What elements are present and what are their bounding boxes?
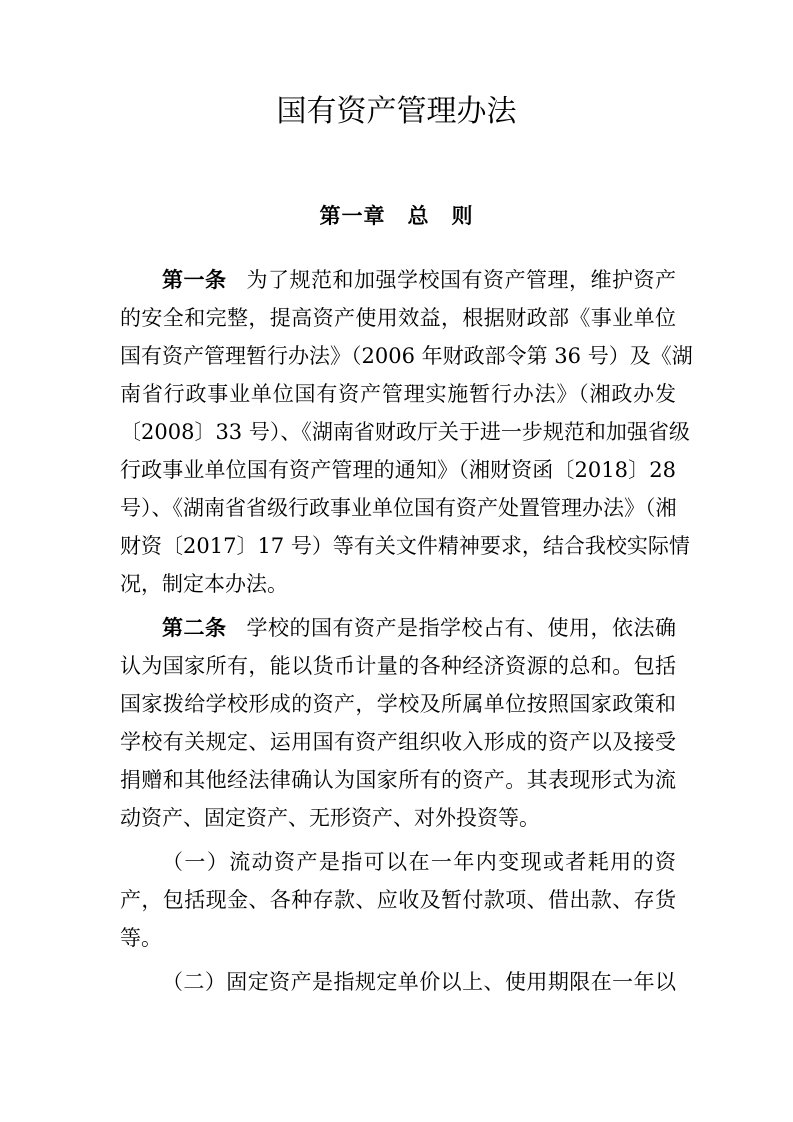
article-1-line-1: [162, 262, 676, 298]
article-1-line-8: 财资〔2017〕17 号）等有关文件精神要求，结合我校实际情: [120, 534, 690, 558]
item-1-line-1: （一）流动资产是指可以在一年内变现或者耗用的资: [162, 850, 676, 874]
article-1-text: 为了规范和加强学校国有资产管理，维护资产: [246, 268, 676, 292]
article-2-line-6: 动资产、固定资产、无形资产、对外投资等。: [120, 806, 540, 830]
item-2-line-1: （二）固定资产是指规定单价以上、使用期限在一年以: [162, 970, 676, 994]
document-title: 国有资产管理办法: [276, 94, 517, 129]
article-2-line-5: 捐赠和其他经法律确认为国家所有的资产。其表现形式为流: [120, 768, 676, 792]
article-2-head: 第二条: [162, 616, 227, 640]
article-1-line-7: 号）、《湖南省省级行政事业单位国有资产处置管理办法》（湘: [120, 496, 677, 520]
article-2-line-2: 认为国家所有，能以货币计量的各种经济资源的总和。包括: [120, 654, 676, 678]
chapter-title: 第一章 总 则: [319, 204, 474, 228]
article-2-line-4: 学校有关规定、运用国有资产组织收入形成的资产以及接受: [120, 730, 676, 754]
article-1-head: 第一条: [162, 268, 227, 292]
article-2-line-1: [162, 610, 676, 646]
item-1-line-3: 等。: [120, 926, 162, 950]
article-1-line-9: 况，制定本办法。: [120, 572, 288, 596]
article-1-line-5: 〔2008〕33 号）、《湖南省财政厅关于进一步规范和加强省级: [120, 420, 690, 444]
article-1-line-2: 的安全和完整，提高资产使用效益，根据财政部《事业单位: [120, 306, 676, 330]
article-1-line-3: 国有资产管理暂行办法》（2006 年财政部令第 36 号）及《湖: [120, 344, 693, 368]
article-1-line-6: 行政事业单位国有资产管理的通知》（湘财资函〔2018〕28: [120, 458, 676, 482]
article-2-line-3: 国家拨给学校形成的资产，学校及所属单位按照国家政策和: [120, 692, 676, 716]
article-1-line-4: 南省行政事业单位国有资产管理实施暂行办法》（湘政办发: [120, 382, 676, 406]
item-1-line-2: 产，包括现金、各种存款、应收及暂付款项、借出款、存货: [120, 888, 676, 912]
article-2-text: 学校的国有资产是指学校占有、使用，依法确: [246, 616, 676, 640]
